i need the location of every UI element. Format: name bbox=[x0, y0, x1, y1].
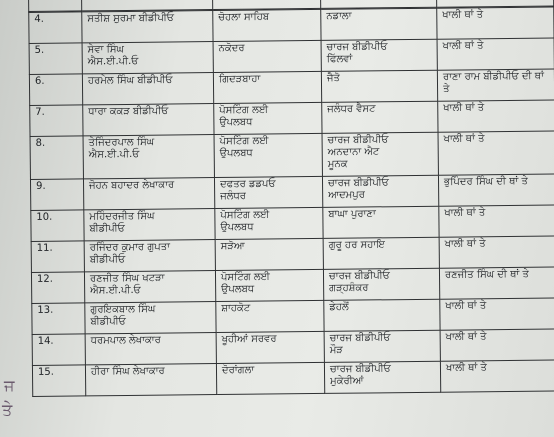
cell-from: ਗਿਦੜਬਾਹਾ bbox=[213, 71, 321, 103]
cell-to: ਜੈਤੋ bbox=[321, 70, 437, 102]
cell-name: ਧਾਰਾ ਕਕੜ ਬੀਡੀਪੀਓ bbox=[83, 104, 214, 136]
cell-name: ਮਹਿੰਦਰਜੀਤ ਸਿੰਘ ਬੀਡੀਪੀਓ bbox=[84, 209, 215, 241]
cell-from: ਪੋਸਟਿੰਗ ਲਈ ਉਪਲਬਧ bbox=[215, 207, 323, 239]
cell-vice: ਖਾਲੀ ਥਾਂ ਤੇ bbox=[440, 360, 554, 392]
cell-sn: 6. bbox=[29, 74, 82, 106]
cell-name: ਜੋਹਨ ਬਹਾਦਰ ਲੇਖਾਕਾਰ bbox=[83, 178, 214, 210]
cell-from: ਪੋਸਟਿੰਗ ਲਈ ਉਪਲਬਧ bbox=[215, 269, 323, 301]
cell-from: ਪੋਸਟਿੰਗ ਲਈ ਉਪਲਬਧ bbox=[214, 102, 322, 134]
cell-sn: 14. bbox=[32, 334, 85, 366]
cell-sn: 10. bbox=[31, 210, 84, 242]
cell-to: ਗੁਰੂ ਹਰ ਸਹਾਇ bbox=[323, 237, 439, 269]
cell-to: ਚਾਰਜ ਬੀਡੀਪੀਓ ਮੌੜ bbox=[324, 330, 440, 362]
cell-vice: ਖਾਲੀ ਥਾਂ ਤੇ bbox=[439, 205, 554, 237]
cell-sn: 4. bbox=[29, 12, 82, 44]
cell-name: ਰਣਜੀਤ ਸਿੰਘ ਖਟੜਾ ਐਸ.ਈ.ਪੀ.ਓ bbox=[84, 271, 215, 303]
cell-to: ਡੇਹਲੋਂ bbox=[324, 299, 440, 331]
cell-name: ਤੇਜਿੰਦਰਪਾਲ ਸਿੰਘ ਐਸ.ਈ.ਪੀ.ਓ bbox=[83, 135, 214, 179]
handwritten-margin-mark: ਜ ਤੇ bbox=[2, 376, 15, 419]
cell-vice: ਰਣਜੀਤ ਸਿੰਘ ਦੀ ਥਾਂ ਤੇ bbox=[439, 267, 554, 299]
cell-sn: 11. bbox=[31, 241, 84, 273]
cell-from: ਪੋਸਟਿੰਗ ਲਈ ਉਪਲਬਧ bbox=[214, 133, 322, 177]
cell-vice: ਖਾਲੀ ਥਾਂ ਤੇ bbox=[440, 329, 554, 361]
cell-vice: ਖਾਲੀ ਥਾਂ ਤੇ bbox=[437, 7, 554, 39]
cell-to: ਚਾਰਜ ਬੀਡੀਪੀਓ ਆਦਮਪੁਰ bbox=[322, 175, 438, 207]
cell-from: ਚੋਹਲਾ ਸਾਹਿਬ bbox=[213, 9, 321, 41]
cell-vice: ਖਾਲੀ ਥਾਂ ਤੇ bbox=[439, 236, 554, 268]
cell-sn: 15. bbox=[32, 365, 85, 397]
cell-name: ਸੇਵਾ ਸਿੰਘ ਐਸ.ਈ.ਪੀ.ਓ bbox=[82, 42, 213, 74]
table-row bbox=[30, 131, 554, 179]
cell-from: ਨਕੋਦਰ bbox=[213, 40, 321, 72]
cell-vice: ਰਾਣਾ ਰਾਮ ਬੀਡੀਪੀਓ ਦੀ ਥਾਂ ਤੇ bbox=[437, 69, 554, 101]
table-row bbox=[32, 360, 554, 396]
cell-sn: 5. bbox=[29, 43, 82, 75]
cell-sn: 8. bbox=[30, 136, 83, 180]
cell-from: ਦੋਰਾਂਗਲਾ bbox=[216, 362, 324, 394]
transfer-table bbox=[28, 0, 554, 437]
cell-to: ਨਡਾਲਾ bbox=[321, 8, 437, 40]
cell-vice: ਖਾਲੀ ਥਾਂ ਤੇ bbox=[438, 100, 554, 132]
cell-name: ਹੀਰਾ ਸਿੰਘ ਲੇਖਾਕਾਰ bbox=[85, 364, 216, 396]
cell-to: ਚਾਰਜ ਬੀਡੀਪੀਓ ਮੁਕੇਰੀਆਂ bbox=[324, 361, 440, 393]
table-body bbox=[28, 6, 554, 396]
cell-name: ਰਜਿੰਦਰ ਕੁਮਾਰ ਗੁਪਤਾ ਬੀਡੀਪੀਓ bbox=[84, 240, 215, 272]
cell-vice: ਖਾਲੀ ਥਾਂ ਤੇ bbox=[440, 298, 554, 330]
cell-sn: 9. bbox=[30, 179, 83, 211]
cell-from: ਦਫਤਰ ਡਡਪਓ ਜਲੰਧਰ bbox=[214, 176, 322, 208]
cell-from: ਸੜੋਆ bbox=[215, 238, 323, 270]
cell-from: ਸ਼ਾਹਕੋਟ bbox=[216, 300, 324, 332]
cell-to: ਜਲੰਧਰ ਵੈਸਟ bbox=[322, 101, 438, 133]
cell-vice: ਭੁਪਿੰਦਰ ਸਿੰਘ ਦੀ ਥਾਂ ਤੇ bbox=[438, 174, 554, 206]
cell-to: ਚਾਰਜ ਬੀਡੀਪੀਓ ਅਨਦਾਨਾ ਐਟ ਮੂਨਕ bbox=[322, 132, 438, 176]
cell-sn: 13. bbox=[32, 303, 85, 335]
cell-to: ਚਾਰਜ ਬੀਡੀਪੀਓ ਗੜ੍ਹਸ਼ੰਕਰ bbox=[323, 268, 439, 300]
cell-name: ਸਤੀਸ਼ ਸੁਰਮਾ ਬੀਡੀਪੀਓ bbox=[82, 11, 213, 43]
cell-vice: ਖਾਲੀ ਥਾਂ ਤੇ bbox=[437, 38, 554, 70]
cell-name: ਹਰਮੇਲ ਸਿੰਘ ਬੀਡੀਪੀਓ bbox=[82, 73, 213, 105]
cell-sn: 7. bbox=[30, 105, 83, 137]
cell-name: ਧਰਮਪਾਲ ਲੇਖਾਕਾਰ bbox=[85, 333, 216, 365]
cell-sn: 12. bbox=[31, 272, 84, 304]
cell-to: ਬਾਘਾ ਪੁਰਾਣਾ bbox=[323, 206, 439, 238]
cell-vice: ਖਾਲੀ ਥਾਂ ਤੇ bbox=[438, 131, 554, 175]
cell-to: ਚਾਰਜ ਬੀਡੀਪੀਓ ਫਿੱਲਵਾਂ bbox=[321, 39, 437, 71]
cell-name: ਗੁਰਇਕਬਾਲ ਸਿੰਘ ਬੀਡੀਪੀਓ bbox=[85, 302, 216, 334]
cell-from: ਖੂਹੀਆਂ ਸਰਵਰ bbox=[216, 331, 324, 363]
